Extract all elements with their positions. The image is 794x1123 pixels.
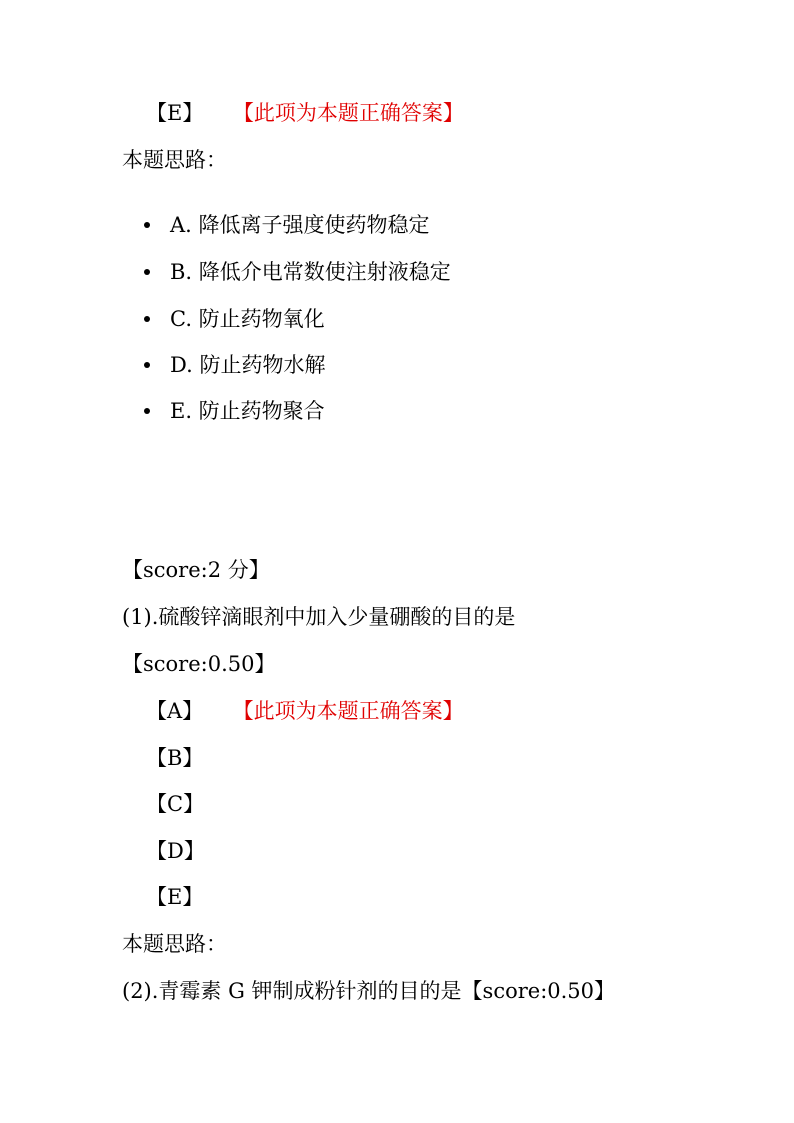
- thinking-label: 本题思路：: [122, 932, 227, 956]
- list-item-text: D. 防止药物水解: [170, 353, 326, 377]
- option-e-label: 【E】: [146, 101, 204, 125]
- question-1-text: (1).硫酸锌滴眼剂中加入少量硼酸的目的是: [122, 605, 516, 629]
- answer-option-d: 【D】: [146, 839, 205, 863]
- list-item: [144, 350, 325, 380]
- bullet-icon: [144, 408, 150, 414]
- answer-option-a: [146, 696, 464, 726]
- list-item-text: A. 降低离子强度使药物稳定: [170, 213, 430, 237]
- list-item: [144, 304, 325, 334]
- question-2-text: (2).青霉素 G 钾制成粉针剂的目的是【score:0.50】: [122, 979, 616, 1003]
- correct-answer-mark: 【此项为本题正确答案】: [243, 699, 464, 723]
- list-item-text: B. 降低介电常数使注射液稳定: [170, 260, 451, 284]
- answer-option-e: 【E】: [146, 885, 204, 909]
- bullet-icon: [144, 222, 150, 228]
- question-score: 【score:2 分】: [122, 558, 270, 582]
- answer-option-e: [146, 98, 464, 128]
- question-1-score: 【score:0.50】: [122, 652, 276, 676]
- answer-option-b: 【B】: [146, 746, 204, 770]
- list-item: [144, 396, 325, 426]
- correct-answer-mark: 【此项为本题正确答案】: [243, 101, 464, 125]
- bullet-icon: [144, 316, 150, 322]
- answer-option-c: 【C】: [146, 792, 205, 816]
- option-a-label: 【A】: [146, 699, 204, 723]
- thinking-label: 本题思路：: [122, 148, 227, 172]
- list-item-text: C. 防止药物氧化: [170, 307, 325, 331]
- bullet-icon: [144, 362, 150, 368]
- list-item-text: E. 防止药物聚合: [170, 399, 325, 423]
- list-item: [144, 210, 430, 240]
- bullet-icon: [144, 269, 150, 275]
- list-item: [144, 257, 451, 287]
